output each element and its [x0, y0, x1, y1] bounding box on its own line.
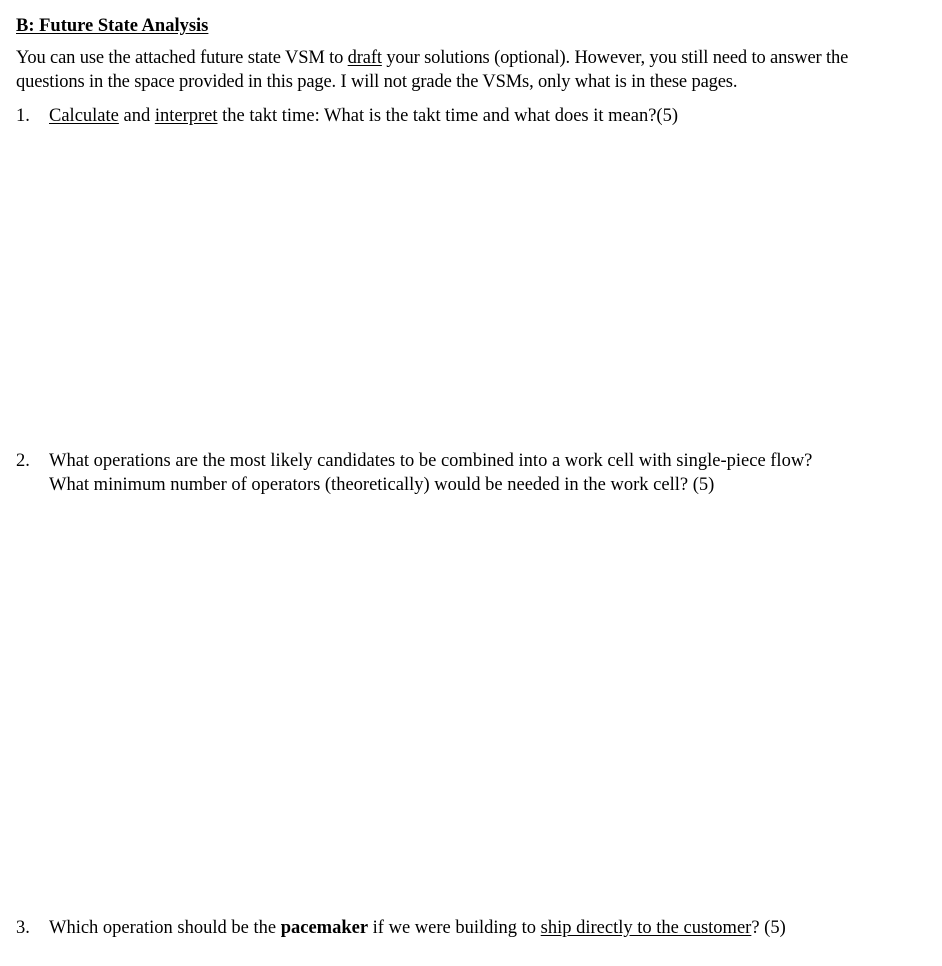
answer-space-1[interactable]	[16, 135, 926, 445]
intro-paragraph	[16, 46, 940, 94]
intro-text: You can use the attached future state VSM to	[16, 48, 348, 68]
question-line: What minimum number of operators (theoretically) would be needed in the work cell? (5)	[49, 475, 715, 495]
intro-line-2: questions in the space provided in this page. I will not grade the VSMs, only what is in these pages.	[16, 72, 738, 92]
question-number: 2.	[16, 451, 30, 471]
section-heading: B: Future State Analysis	[16, 16, 209, 36]
question-text: Calculate and interpret the takt time: What is the takt time and what does it mean?(5)	[49, 106, 678, 126]
answer-space-2[interactable]	[16, 505, 926, 905]
calculate-word: Calculate	[49, 106, 119, 126]
draft-word: draft	[347, 48, 382, 68]
pacemaker-word: pacemaker	[280, 918, 369, 938]
question-number: 3.	[16, 918, 30, 938]
ship-directly-phrase: ship directly to the customer	[540, 918, 752, 938]
question-text: Which operation should be the pacemaker if we were building to ship directly to the customer? (5)	[49, 918, 786, 938]
question-line: What operations are the most likely candidates to be combined into a work cell with single-piece flow?	[49, 451, 813, 471]
intro-line-1	[16, 46, 940, 70]
intro-text: your solutions (optional). However, you still need to answer the	[381, 48, 849, 68]
question-text	[49, 449, 939, 497]
interpret-word: interpret	[154, 106, 218, 126]
question-number: 1.	[16, 106, 30, 126]
